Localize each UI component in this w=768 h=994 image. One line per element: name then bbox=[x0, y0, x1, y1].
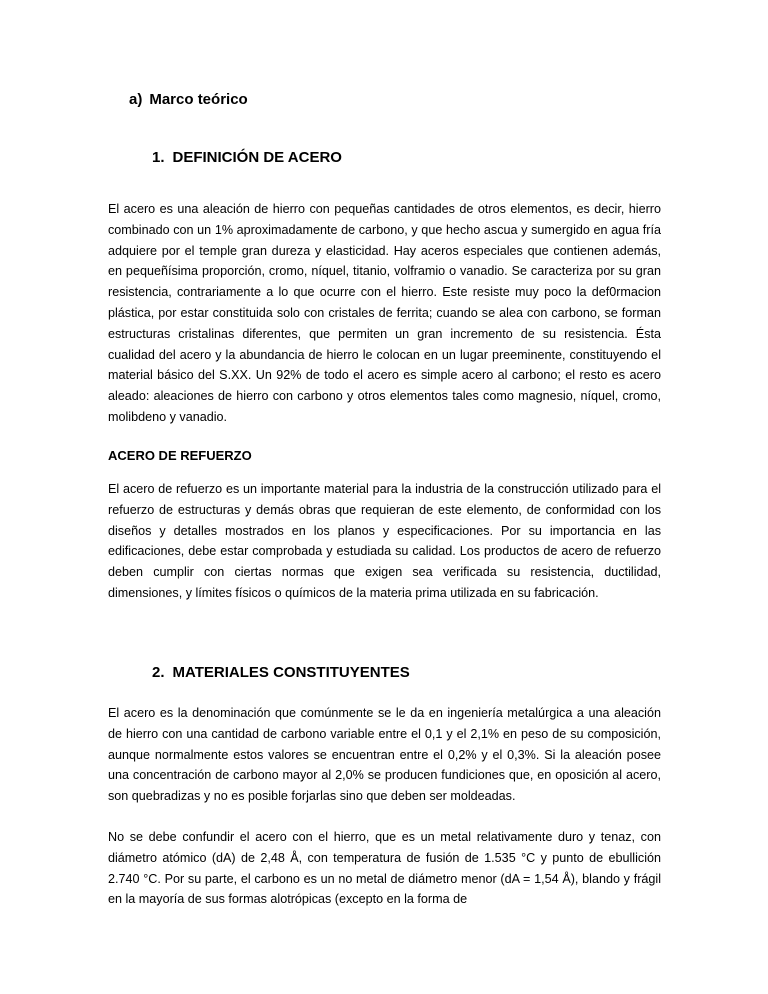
subsection-acero-de-refuerzo-title: ACERO DE REFUERZO bbox=[108, 448, 252, 463]
section-2-heading bbox=[152, 664, 410, 681]
heading-marco-teorico bbox=[129, 91, 248, 108]
heading-title: Marco teórico bbox=[149, 91, 248, 108]
section-1-number: 1. bbox=[152, 149, 165, 166]
section-2-title: MATERIALES CONSTITUYENTES bbox=[172, 664, 410, 681]
section-1-title: DEFINICIÓN DE ACERO bbox=[172, 149, 342, 166]
subsection-refuerzo-paragraph: El acero de refuerzo es un importante material para la industria de la construcción utilizado para el refuerzo de estructuras y demás obras que requieran de este elemento, de conformidad con los diseños y detalles mostrados en los planos y especificaciones. Por su importancia en las edificaciones, debe estar comprobada y estudiada su calidad. Los productos de acero de refuerzo deben cumplir con ciertas normas que exigen sea verificada su resistencia, ductilidad, dimensiones, y límites físicos o químicos de la materia prima utilizada en su fabricación. bbox=[108, 482, 661, 600]
section-2-number: 2. bbox=[152, 664, 165, 681]
heading-marker: a) bbox=[129, 91, 143, 108]
section-2-paragraph-2: No se debe confundir el acero con el hierro, que es un metal relativamente duro y tenaz, con diámetro atómico (dA) de 2,48 Å, con temperatura de fusión de 1.535 °C y punto de ebullición 2.740 °C. Por su parte, el carbono es un no metal de diámetro menor (dA = 1,54 Å), blando y frágil en la mayoría de sus formas alotrópicas (excepto en la forma de bbox=[108, 830, 661, 907]
section-2-paragraph-1: El acero es la denominación que comúnmente se le da en ingeniería metalúrgica a una aleación de hierro con una cantidad de carbono variable entre el 0,1 y el 2,1% en peso de su composición, aunque normalmente estos valores se encuentran entre el 0,2% y el 0,3%. Si la aleación posee una concentración de carbono mayor al 2,0% se producen fundiciones que, en oposición al acero, son quebradizas y no es posible forjarlas sino que deben ser moldeadas. bbox=[108, 706, 661, 804]
section-1-paragraph: El acero es una aleación de hierro con pequeñas cantidades de otros elementos, es decir, hierro combinado con un 1% aproximadamente de carbono, y que hecho ascua y sumergido en agua fría adquiere por el temple gran dureza y elasticidad. Hay aceros especiales que contienen además, en pequeñísima proporción, cromo, níquel, titanio, volframio o vanadio. Se caracteriza por su gran resistencia, contrariamente a lo que ocurre con el hierro. Este resiste muy poco la def0rmacion plástica, por estar constituida solo con cristales de ferrita; cuando se alea con carbono, se forman estructuras cristalinas diferentes, que permiten un gran incremento de su resistencia. Ésta cualidad del acero y la abundancia de hierro le colocan en un lugar preeminente, constituyendo el material básico del S.XX. Un 92% de todo el acero es simple acero al carbono; el resto es acero aleado: aleaciones de hierro con carbono y otros elementos tales como magnesio, níquel, cromo, molibdeno y vanadio. bbox=[108, 202, 661, 424]
section-1-heading bbox=[152, 149, 342, 166]
